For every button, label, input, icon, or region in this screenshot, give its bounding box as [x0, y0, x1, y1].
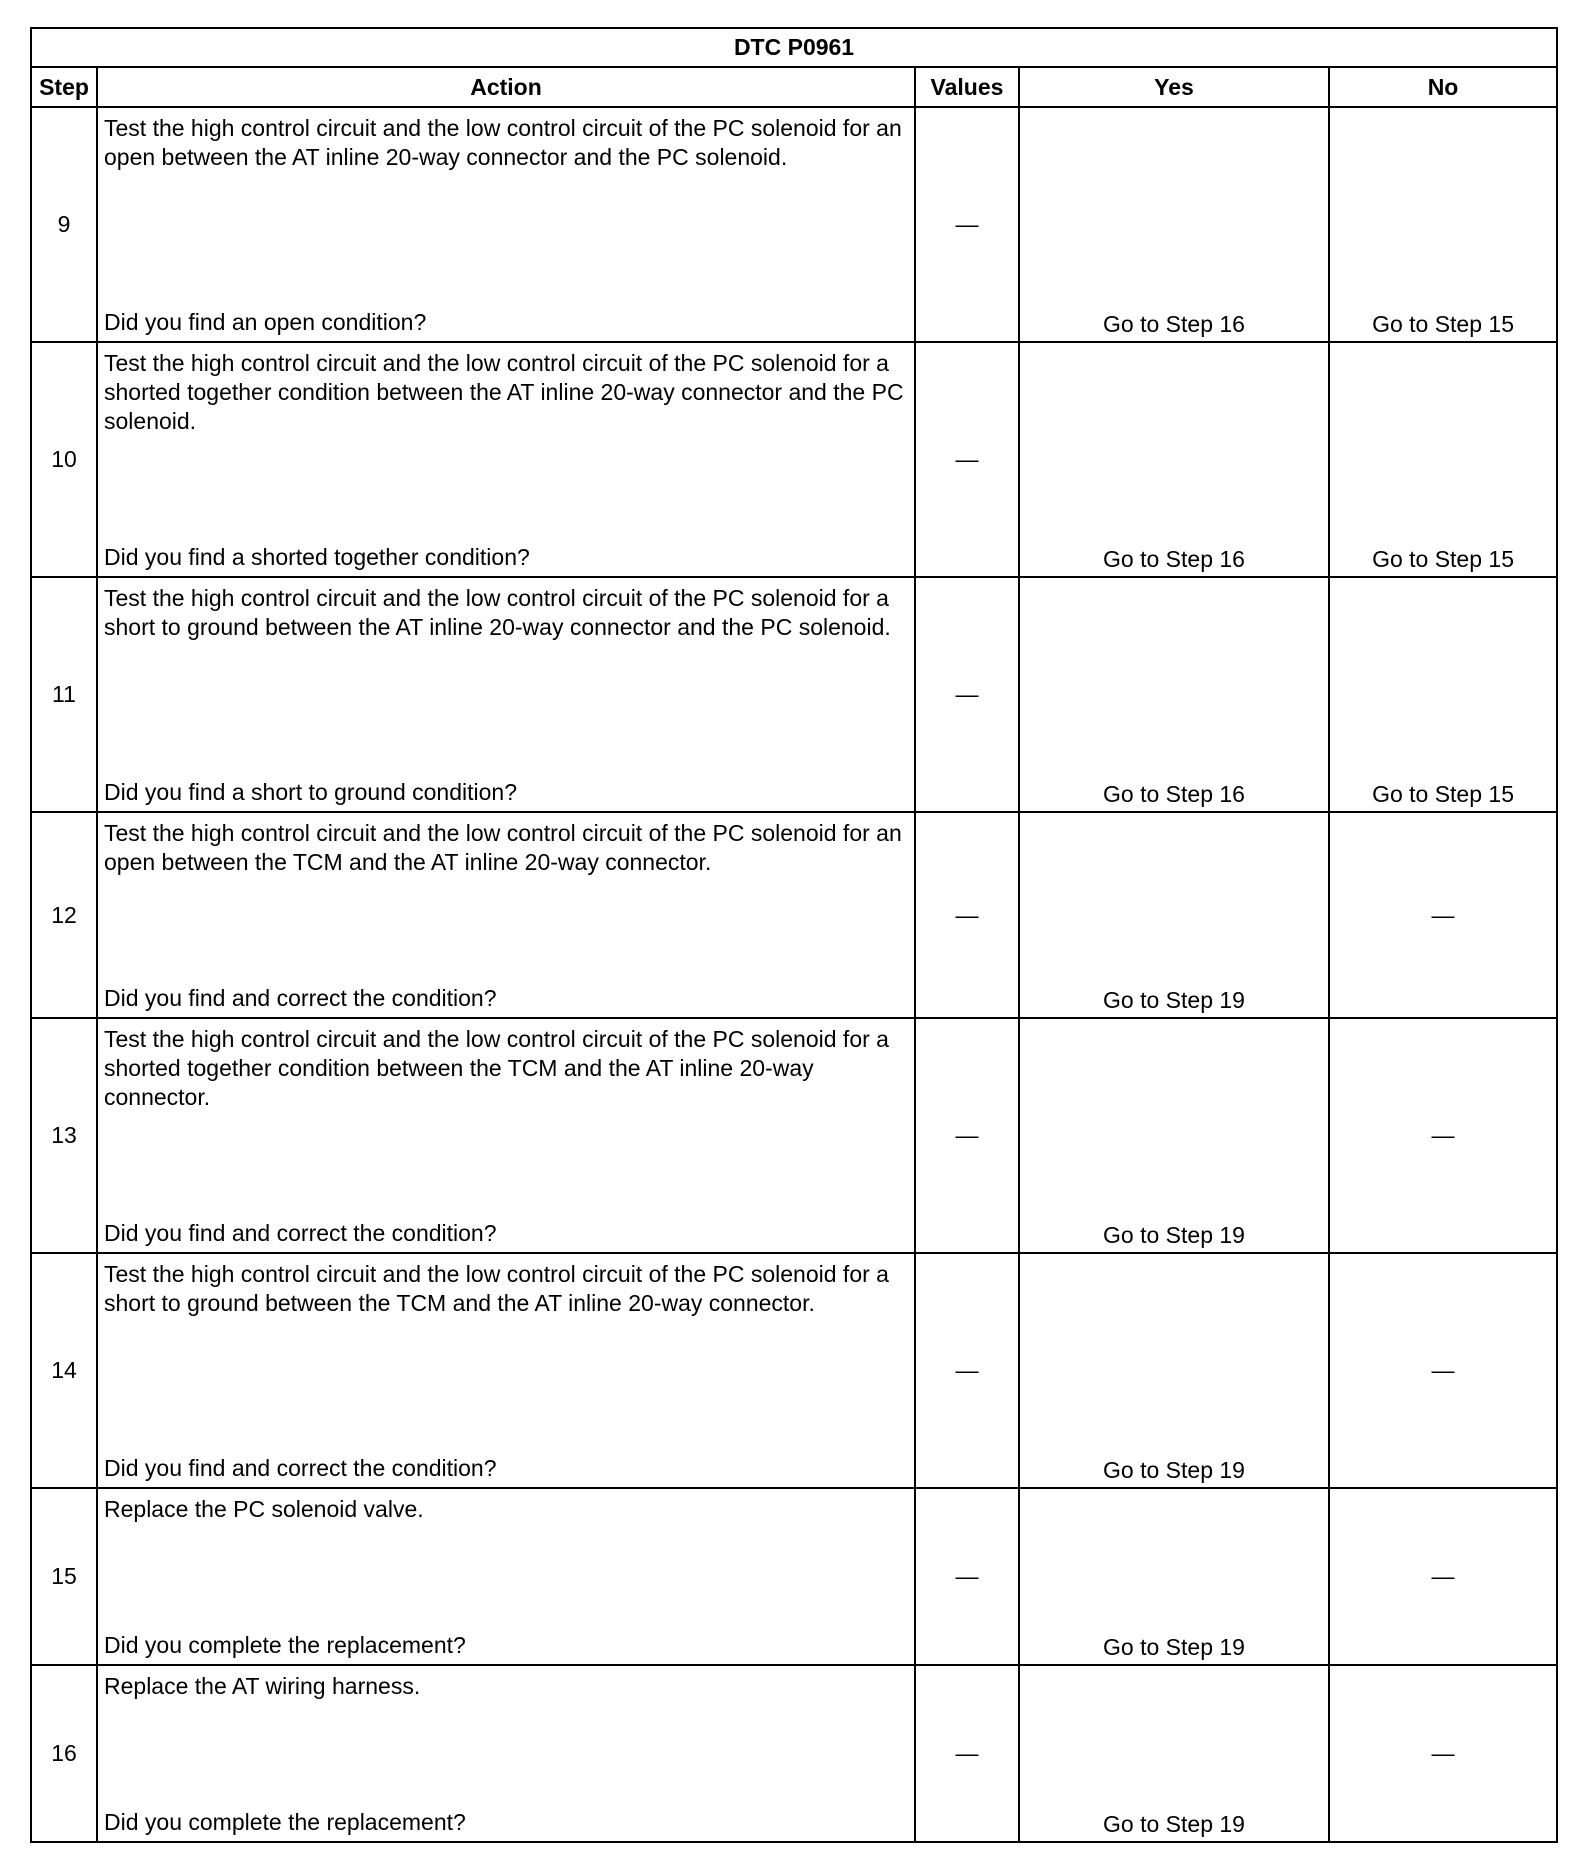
no-cell: —: [1329, 1488, 1557, 1665]
yes-cell: Go to Step 16: [1019, 107, 1329, 342]
step-number: 11: [31, 577, 97, 812]
action-cell: [97, 1488, 915, 1665]
step-number: 12: [31, 812, 97, 1018]
action-cell: [97, 577, 915, 812]
yes-cell: Go to Step 19: [1019, 1665, 1329, 1842]
step-number: 15: [31, 1488, 97, 1665]
action-question: Did you complete the replacement?: [104, 1632, 466, 1658]
action-instruction: Replace the AT wiring harness.: [104, 1673, 421, 1699]
no-cell: Go to Step 15: [1329, 342, 1557, 577]
action-cell: [97, 107, 915, 342]
action-cell: [97, 1253, 915, 1488]
no-cell: —: [1329, 812, 1557, 1018]
values-cell: —: [915, 107, 1019, 342]
values-cell: —: [915, 812, 1019, 1018]
action-question: Did you find an open condition?: [104, 309, 427, 335]
no-cell: —: [1329, 1253, 1557, 1488]
yes-cell: Go to Step 16: [1019, 342, 1329, 577]
table-row: [31, 1488, 1557, 1665]
table-row: [31, 1253, 1557, 1488]
values-cell: —: [915, 1018, 1019, 1253]
action-cell: [97, 342, 915, 577]
no-cell: Go to Step 15: [1329, 577, 1557, 812]
diagnostic-table: [30, 27, 1558, 1843]
header-no: No: [1329, 67, 1557, 107]
yes-cell: Go to Step 19: [1019, 1253, 1329, 1488]
table-row: [31, 1018, 1557, 1253]
yes-cell: Go to Step 19: [1019, 812, 1329, 1018]
table-row: [31, 342, 1557, 577]
yes-cell: Go to Step 16: [1019, 577, 1329, 812]
no-cell: —: [1329, 1018, 1557, 1253]
step-number: 14: [31, 1253, 97, 1488]
table-row: [31, 107, 1557, 342]
table-row: [31, 577, 1557, 812]
values-cell: —: [915, 342, 1019, 577]
no-cell: Go to Step 15: [1329, 107, 1557, 342]
header-action: Action: [97, 67, 915, 107]
values-cell: —: [915, 577, 1019, 812]
action-cell: [97, 1665, 915, 1842]
action-question: Did you complete the replacement?: [104, 1809, 466, 1835]
action-question: Did you find and correct the condition?: [104, 1220, 497, 1246]
values-cell: —: [915, 1253, 1019, 1488]
action-instruction: Test the high control circuit and the low control circuit of the PC solenoid for an open between the TCM and the AT inline 20-way connector.: [104, 820, 902, 875]
action-question: Did you find and correct the condition?: [104, 985, 497, 1011]
step-number: 16: [31, 1665, 97, 1842]
header-yes: Yes: [1019, 67, 1329, 107]
action-cell: [97, 1018, 915, 1253]
action-instruction: Test the high control circuit and the low control circuit of the PC solenoid for a short to ground between the AT inline 20-way connector and the PC solenoid.: [104, 585, 891, 640]
action-instruction: Test the high control circuit and the low control circuit of the PC solenoid for an open between the AT inline 20-way connector and the PC solenoid.: [104, 115, 902, 170]
header-step: Step: [31, 67, 97, 107]
step-number: 13: [31, 1018, 97, 1253]
action-question: Did you find a short to ground condition?: [104, 779, 517, 805]
values-cell: —: [915, 1665, 1019, 1842]
action-question: Did you find and correct the condition?: [104, 1455, 497, 1481]
header-values: Values: [915, 67, 1019, 107]
action-instruction: Test the high control circuit and the low control circuit of the PC solenoid for a shorted together condition between the AT inline 20-way connector and the PC solenoid.: [104, 350, 904, 434]
yes-cell: Go to Step 19: [1019, 1018, 1329, 1253]
action-instruction: Test the high control circuit and the low control circuit of the PC solenoid for a shorted together condition between the TCM and the AT inline 20-way connector.: [104, 1026, 889, 1110]
no-cell: —: [1329, 1665, 1557, 1842]
action-instruction: Test the high control circuit and the low control circuit of the PC solenoid for a short to ground between the TCM and the AT inline 20-way connector.: [104, 1261, 889, 1316]
values-cell: —: [915, 1488, 1019, 1665]
table-row: [31, 812, 1557, 1018]
action-instruction: Replace the PC solenoid valve.: [104, 1496, 424, 1522]
step-number: 9: [31, 107, 97, 342]
step-number: 10: [31, 342, 97, 577]
yes-cell: Go to Step 19: [1019, 1488, 1329, 1665]
table-title: DTC P0961: [31, 28, 1557, 67]
table-row: [31, 1665, 1557, 1842]
action-question: Did you find a shorted together condition?: [104, 544, 530, 570]
action-cell: [97, 812, 915, 1018]
